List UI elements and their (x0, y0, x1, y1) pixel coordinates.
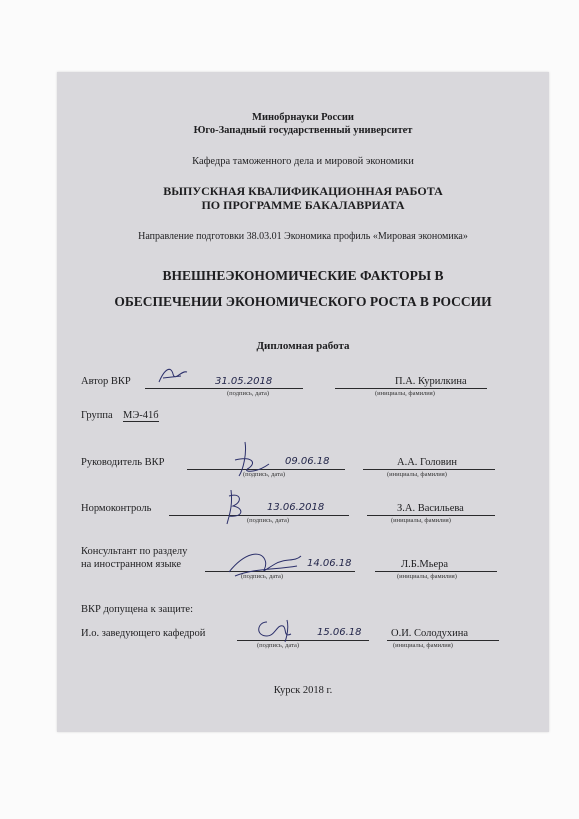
supervisor-label: Руководитель ВКР (81, 457, 165, 468)
author-sign-caption: (подпись, дата) (227, 390, 270, 397)
consultant-date: 14.06.18 (307, 558, 352, 569)
author-label: Автор ВКР (81, 376, 131, 387)
consultant-name-line (375, 571, 497, 572)
normcontrol-date: 13.06.2018 (267, 502, 325, 513)
supervisor-name-line (363, 469, 495, 470)
author-name-line (335, 388, 487, 389)
normcontrol-name: З.А. Васильева (397, 503, 464, 514)
normcontrol-label: Нормоконтроль (81, 503, 152, 514)
supervisor-date: 09.06.18 (285, 456, 330, 467)
title-page (57, 72, 549, 732)
consultant-label-line-1: Консультант по разделу (81, 546, 188, 557)
department-line: Кафедра таможенного дела и мировой экономики (192, 156, 414, 167)
supervisor-name-caption: (инициалы, фамилия) (387, 471, 447, 478)
city-year: Курск 2018 г. (273, 685, 333, 696)
normcontrol-signature-line (169, 515, 349, 516)
consultant-name: Л.Б.Мьера (401, 559, 449, 570)
group-label: Группа (81, 410, 113, 421)
consultant-name-caption: (инициалы, фамилия) (397, 573, 457, 580)
head-name-line (387, 640, 499, 641)
author-date: 31.05.2018 (215, 376, 273, 387)
author-signature-line (145, 388, 303, 389)
normcontrol-sign-caption: (подпись, дата) (247, 517, 290, 524)
thesis-title-line-2: ОБЕСПЕЧЕНИИ ЭКОНОМИЧЕСКОГО РОСТА В РОССИИ (114, 294, 492, 309)
admission-note: ВКР допущена к защите: (81, 604, 193, 615)
normcontrol-name-line (367, 515, 495, 516)
work-type-line-1: ВЫПУСКНАЯ КВАЛИФИКАЦИОННАЯ РАБОТА (163, 184, 443, 198)
author-signature (157, 364, 197, 388)
author-name: П.А. Курилкина (395, 376, 467, 387)
work-type-line-2: ПО ПРОГРАММЕ БАКАЛАВРИАТА (201, 198, 405, 212)
head-name: О.И. Солодухина (391, 628, 469, 639)
consultant-label-line-2: на иностранном языке (81, 559, 182, 570)
head-label: И.о. заведующего кафедрой (81, 628, 206, 639)
supervisor-name: А.А. Головин (397, 457, 457, 468)
head-sign-caption: (подпись, дата) (257, 642, 300, 649)
thesis-title-line-1: ВНЕШНЕЭКОНОМИЧЕСКИЕ ФАКТОРЫ В (162, 268, 444, 283)
document-type: Дипломная работа (256, 340, 350, 352)
university-line: Юго-Западный государственный университет (193, 125, 413, 136)
head-signature (253, 616, 303, 644)
group-value: МЭ-41б (123, 410, 159, 421)
ministry-line: Минобрнауки России (252, 112, 354, 123)
consultant-sign-caption: (подпись, дата) (241, 573, 284, 580)
head-date: 15.06.18 (317, 627, 362, 638)
author-name-caption: (инициалы, фамилия) (375, 390, 435, 397)
head-name-caption: (инициалы, фамилия) (393, 642, 453, 649)
normcontrol-name-caption: (инициалы, фамилия) (391, 517, 451, 524)
supervisor-sign-caption: (подпись, дата) (243, 471, 286, 478)
study-direction: Направление подготовки 38.03.01 Экономика профиль «Мировая экономика» (138, 231, 468, 242)
